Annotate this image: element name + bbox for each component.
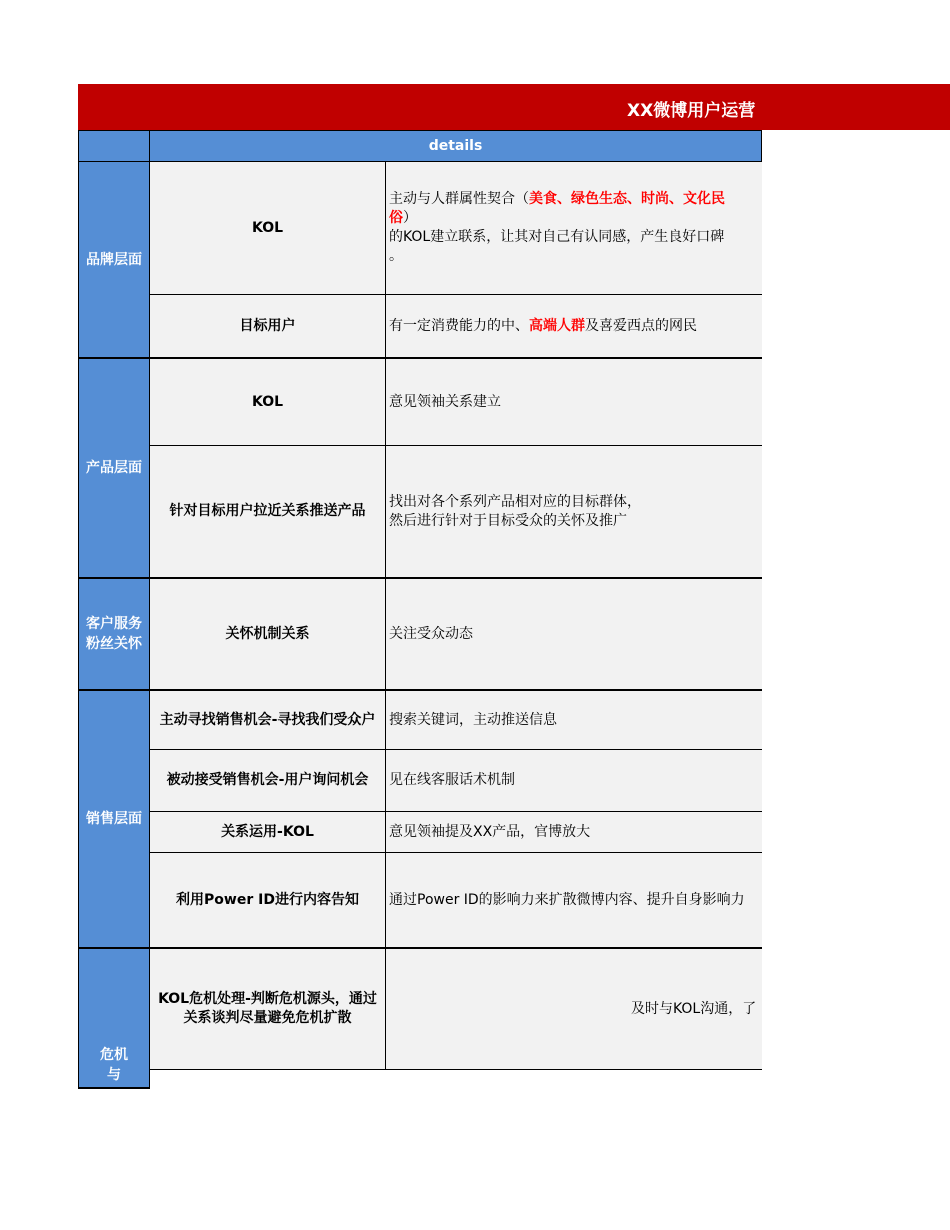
category-crisis bbox=[78, 949, 150, 1089]
category-crisis-label-1: 危机 bbox=[100, 1046, 128, 1063]
product-push-label: 针对目标用户拉近关系推送产品 bbox=[150, 446, 386, 579]
sales-kol-desc: 意见领袖提及XX产品，官博放大 bbox=[386, 812, 762, 853]
brand-target-desc-pre: 有一定消费能力的中、 bbox=[389, 317, 529, 334]
brand-target-desc-highlight: 高端人群 bbox=[529, 317, 585, 334]
title-banner bbox=[78, 84, 950, 130]
operations-table bbox=[78, 130, 762, 1083]
product-push-desc-line1: 找出对各个系列产品相对应的目标群体， bbox=[389, 493, 641, 510]
sales-powerid-desc-text: 通过Power ID的影响力来扩散微博内容、提升自身影响力 bbox=[389, 891, 745, 908]
category-sales-label: 销售层面 bbox=[86, 811, 142, 827]
crisis-kol-desc bbox=[386, 949, 762, 1070]
brand-target-desc bbox=[386, 295, 762, 359]
page-title: XX微博用户运营 bbox=[627, 101, 756, 121]
category-product-label: 产品层面 bbox=[86, 460, 142, 476]
sales-passive-label: 被动接受销售机会-用户询问机会 bbox=[150, 750, 386, 812]
sales-active-label: 主动寻找销售机会-寻找我们受众户 bbox=[150, 691, 386, 750]
brand-target-desc-post: 及喜爱西点的网民 bbox=[585, 317, 697, 334]
brand-kol-desc-pre: 主动与人群属性契合（ bbox=[389, 191, 529, 207]
brand-kol-desc-post3: 。 bbox=[389, 248, 403, 264]
header-corner-cell bbox=[78, 130, 150, 162]
service-care-label: 关怀机制关系 bbox=[150, 579, 386, 691]
product-kol-label: KOL bbox=[150, 359, 386, 446]
product-push-desc bbox=[386, 446, 762, 579]
sales-passive-desc: 见在线客服话术机制 bbox=[386, 750, 762, 812]
sales-powerid-label: 利用Power ID进行内容告知 bbox=[150, 853, 386, 949]
category-brand bbox=[78, 162, 150, 359]
sales-kol-label: 关系运用-KOL bbox=[150, 812, 386, 853]
sales-powerid-desc bbox=[386, 853, 762, 949]
category-sales bbox=[78, 691, 150, 949]
sales-active-desc: 搜索关键词，主动推送信息 bbox=[386, 691, 762, 750]
brand-kol-label: KOL bbox=[150, 162, 386, 295]
brand-kol-desc-highlight: 美食、绿色生态、时尚、文化民俗 bbox=[389, 191, 725, 226]
category-service bbox=[78, 579, 150, 691]
details-header: details bbox=[150, 130, 762, 162]
category-crisis-label-2: 与 bbox=[107, 1066, 121, 1083]
brand-target-label: 目标用户 bbox=[150, 295, 386, 359]
category-brand-label: 品牌层面 bbox=[86, 251, 142, 268]
category-service-label-1: 客户服务 bbox=[86, 616, 142, 632]
category-product bbox=[78, 359, 150, 579]
brand-kol-desc-post1: ） bbox=[403, 210, 417, 226]
service-care-desc: 关注受众动态 bbox=[386, 579, 762, 691]
product-kol-desc: 意见领袖关系建立 bbox=[386, 359, 762, 446]
brand-kol-desc bbox=[386, 162, 762, 295]
crisis-kol-desc-text: 及时与KOL沟通，了 bbox=[631, 1001, 757, 1017]
brand-kol-desc-post2: 的KOL建立联系，让其对自己有认同感，产生良好口碑 bbox=[389, 229, 725, 245]
crisis-kol-label: KOL危机处理-判断危机源头，通过关系谈判尽量避免危机扩散 bbox=[150, 949, 386, 1070]
product-push-desc-line2: 然后进行针对于目标受众的关怀及推广 bbox=[389, 512, 627, 529]
category-service-label-2: 粉丝关怀 bbox=[86, 636, 142, 652]
